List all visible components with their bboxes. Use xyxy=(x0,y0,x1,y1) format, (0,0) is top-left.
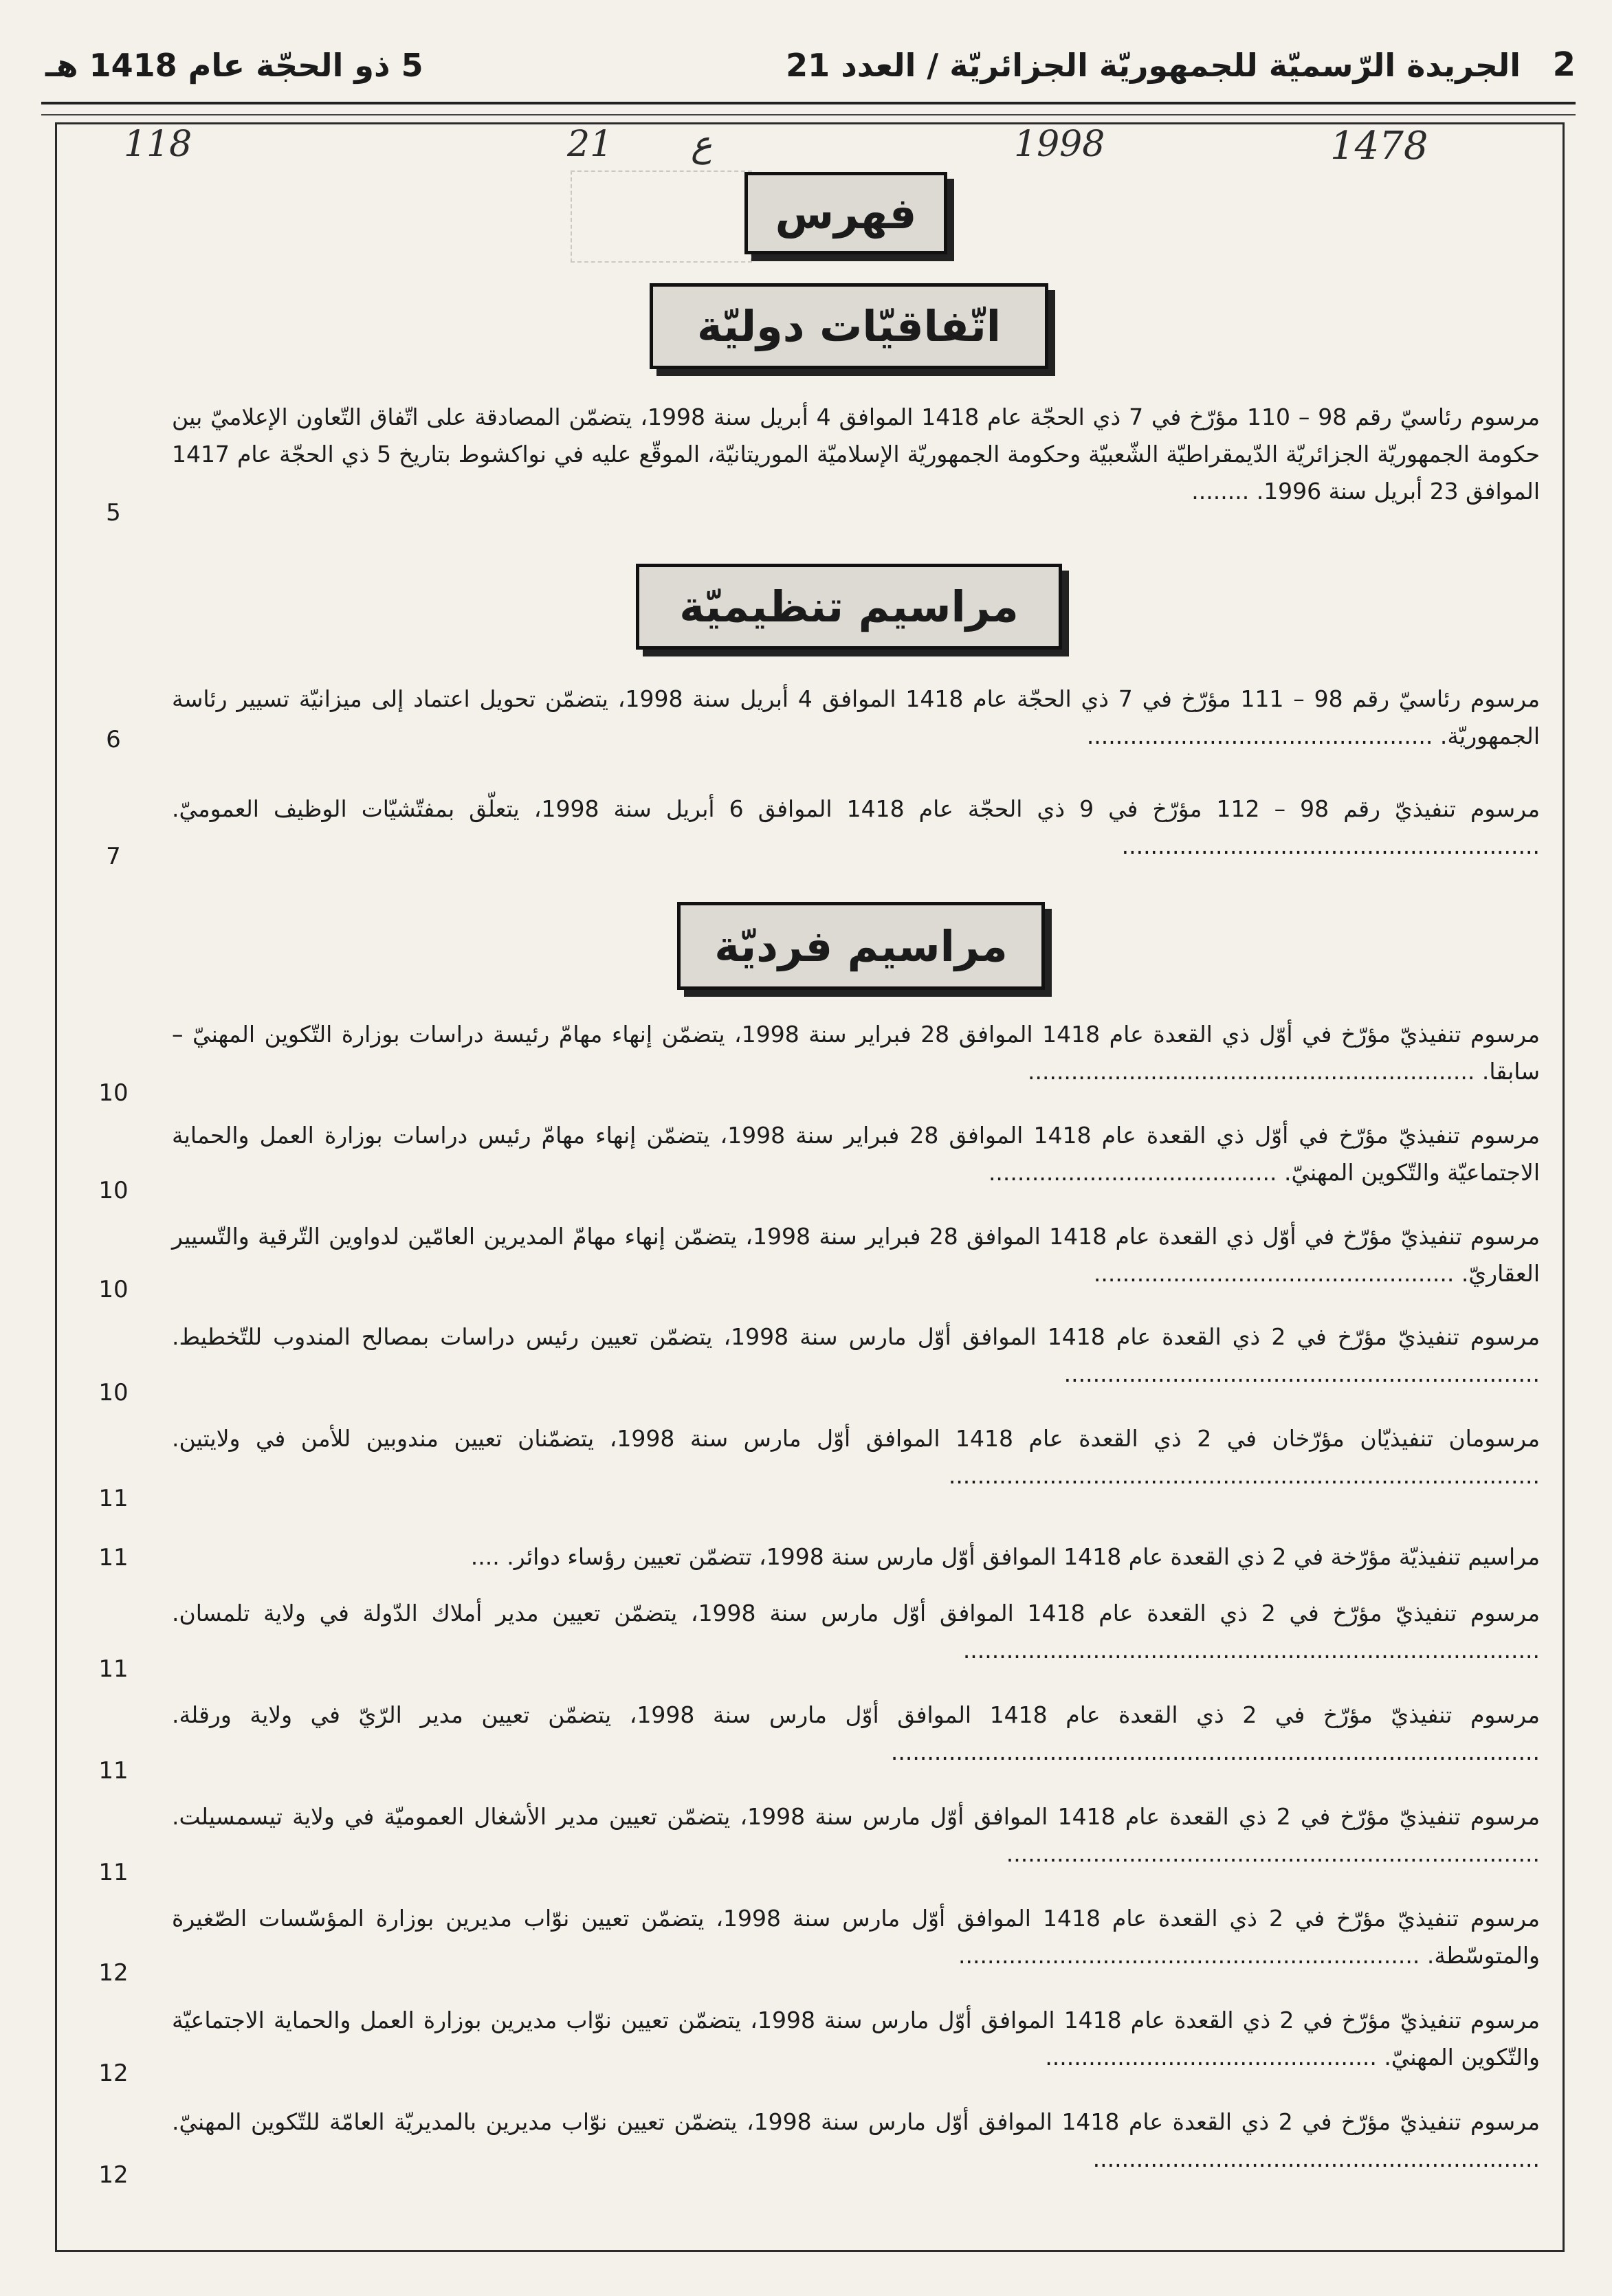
leader-dots: ................................................................................ xyxy=(962,1637,1540,1664)
entry-page-number: 12 xyxy=(98,2060,129,2087)
section-title-international-agreements: اتّفاقيّات دوليّة xyxy=(650,283,1048,369)
entry-text: مرسوم تنفيذيّ مؤرّخ في 2 ذي القعدة عام 1418 الموافق أوّل مارس سنة 1998، يتضمّن تعيين رئيس دراسات بمصالح المندوب للتّخطيط. xyxy=(172,1323,1540,1350)
section-title-individual-decrees: مراسيم فرديّة xyxy=(677,902,1045,990)
toc-entry[interactable] xyxy=(172,399,1540,510)
page-header xyxy=(45,40,1576,98)
entry-page-number: 10 xyxy=(98,1079,129,1107)
toc-entry[interactable] xyxy=(172,1900,1540,1974)
journal-title: الجريدة الرّسميّة للجمهوريّة الجزائريّة / العدد 21 xyxy=(786,47,1521,84)
entry-text: مرسوم رئاسيّ رقم 98 – 111 مؤرّخ في 7 ذي الحجّة عام 1418 الموافق 4 أبريل سنة 1998، يتضمّن تحويل اعتماد إلى ميزانيّة تسيير رئاسة الجمهوريّة. xyxy=(172,685,1541,749)
handwritten-note-1: 1478 xyxy=(1330,124,1428,168)
header-divider-thin xyxy=(41,114,1576,115)
page-number: 2 xyxy=(1552,45,1576,84)
leader-dots: .......................................................................................... xyxy=(890,1738,1540,1765)
leader-dots: ........................................ xyxy=(988,1159,1277,1186)
toc-entry[interactable] xyxy=(172,1697,1540,1771)
toc-entry[interactable] xyxy=(172,1318,1540,1393)
entry-text: مرسوم تنفيذيّ مؤرّخ في 2 ذي القعدة عام 1418 الموافق أوّل مارس سنة 1998، يتضمّن تعيين مدير الرّيّ في ولاية ورقلة. xyxy=(172,1701,1541,1728)
entry-text: مراسيم تنفيذيّة مؤرّخة في 2 ذي القعدة عام 1418 الموافق أوّل مارس سنة 1998، تتضمّن تعيين رؤساء دوائر. xyxy=(507,1543,1540,1570)
entry-page-number: 5 xyxy=(106,499,121,527)
leader-dots: .... xyxy=(470,1543,500,1570)
toc-entry[interactable] xyxy=(172,1538,1540,1576)
entry-page-number: 11 xyxy=(98,1757,129,1785)
entry-text: مرسوم تنفيذيّ رقم 98 – 112 مؤرّخ في 9 ذي الحجّة عام 1418 الموافق 6 أبريل سنة 1998، يتعلّق بمفتّشيّات الوظيف العموميّ. xyxy=(172,795,1540,822)
entry-page-number: 7 xyxy=(106,843,121,870)
leader-dots: .................................................................................. xyxy=(948,1462,1540,1489)
toc-entry[interactable] xyxy=(172,1218,1540,1292)
entry-page-number: 10 xyxy=(98,1177,129,1204)
entry-page-number: 11 xyxy=(98,1485,129,1512)
handwritten-note-3: ع xyxy=(691,124,713,165)
hijri-date: 5 ذو الحجّة عام 1418 هـ xyxy=(45,47,423,84)
leader-dots: .......................................................... xyxy=(1121,832,1540,859)
toc-entry[interactable] xyxy=(172,1016,1540,1090)
entry-text: مرسوم تنفيذيّ مؤرّخ في أوّل ذي القعدة عام 1418 الموافق 28 فبراير سنة 1998، يتضمّن إنهاء مهامّ رئيسة دراسات بوزارة التّكوين المهنيّ – سابقا. xyxy=(172,1021,1540,1085)
entry-text: مرسوم تنفيذيّ مؤرّخ في أوّل ذي القعدة عام 1418 الموافق 28 فبراير سنة 1998، يتضمّن إنهاء مهامّ المديرين العامّين لدواوين التّرقية والتّسيير العقاريّ. xyxy=(172,1223,1540,1287)
entry-text: مرسوم تنفيذيّ مؤرّخ في 2 ذي القعدة عام 1418 الموافق أوّل مارس سنة 1998، يتضمّن تعيين مدير الأشغال العموميّة في ولاية تيسمسيلت. xyxy=(172,1803,1540,1830)
toc-entry[interactable] xyxy=(172,1595,1540,1669)
leader-dots: .......................................................................... xyxy=(1006,1840,1540,1867)
toc-entry[interactable] xyxy=(172,791,1540,865)
entry-text: مرسوم تنفيذيّ مؤرّخ في أوّل ذي القعدة عام 1418 الموافق 28 فبراير سنة 1998، يتضمّن إنهاء مهامّ رئيس دراسات بوزارة العمل والحماية الاجتماعيّة والتّكوين المهنيّ. xyxy=(172,1122,1540,1186)
entry-text: مرسوم تنفيذيّ مؤرّخ في 2 ذي القعدة عام 1418 الموافق أوّل مارس سنة 1998، يتضمّن تعيين نوّاب مديرين بوزارة المؤسّسات الصّغيرة والمتوسّطة. xyxy=(172,1905,1540,1969)
leader-dots: .................................................................. xyxy=(1063,1360,1540,1387)
toc-entry[interactable] xyxy=(172,1117,1540,1191)
entry-page-number: 11 xyxy=(98,1655,129,1683)
entry-text: مرسومان تنفيذيّان مؤرّخان في 2 ذي القعدة عام 1418 الموافق أوّل مارس سنة 1998، يتضمّنان تعيين مندوبين للأمن في ولايتين. xyxy=(172,1425,1540,1452)
entry-text: مرسوم تنفيذيّ مؤرّخ في 2 ذي القعدة عام 1418 الموافق أوّل مارس سنة 1998، يتضمّن تعيين نوّاب مديرين بالمديريّة العامّة للتّكوين المهنيّ. xyxy=(172,2108,1540,2135)
entry-text: مرسوم رئاسيّ رقم 98 – 110 مؤرّخ في 7 ذي الحجّة عام 1418 الموافق 4 أبريل سنة 1998، يتضمّن المصادقة على اتّفاق التّعاون الإعلاميّ بين حكومة الجمهوريّة الجزائريّة الدّيمقراطيّة الشّعبيّة وحكومة الجمهوريّة الإسلاميّة الموريتانيّة، الموقّع عليه في نواكشوط بتاريخ 5 ذي الحجّة عام 1417 الموافق 23 أبريل سنة 1996. xyxy=(172,404,1540,505)
entry-page-number: 10 xyxy=(98,1379,129,1406)
entry-page-number: 10 xyxy=(98,1276,129,1303)
entry-page-number: 12 xyxy=(98,2161,129,2189)
leader-dots: ................................................................ xyxy=(958,1942,1420,1969)
entry-page-number: 11 xyxy=(98,1544,129,1571)
entry-page-number: 11 xyxy=(98,1859,129,1886)
toc-entry[interactable] xyxy=(172,681,1540,755)
leader-dots: .................................................. xyxy=(1093,1260,1455,1287)
section-title-regulatory-decrees: مراسيم تنظيميّة xyxy=(636,564,1062,650)
faded-stamp xyxy=(571,170,752,263)
toc-entry[interactable] xyxy=(172,2002,1540,2076)
handwritten-note-4: 21 xyxy=(567,124,613,165)
handwritten-note-2: 1998 xyxy=(1014,124,1105,165)
header-divider xyxy=(41,102,1576,104)
entry-text: مرسوم تنفيذيّ مؤرّخ في 2 ذي القعدة عام 1418 الموافق أوّل مارس سنة 1998، يتضمّن تعيين مدير أملاك الدّولة في ولاية تلمسان. xyxy=(172,1600,1540,1626)
entry-text: مرسوم تنفيذيّ مؤرّخ في 2 ذي القعدة عام 1418 الموافق أوّل مارس سنة 1998، يتضمّن تعيين نوّاب مديرين بوزارة العمل والحماية الاجتماعيّة والتّكوين المهنيّ. xyxy=(172,2007,1540,2071)
entry-page-number: 6 xyxy=(106,726,121,753)
handwritten-note-5: 118 xyxy=(124,124,192,165)
leader-dots: .............................................................. xyxy=(1092,2145,1540,2172)
leader-dots: .............................................................. xyxy=(1027,1058,1475,1085)
leader-dots: ........ xyxy=(1191,478,1250,505)
toc-entry[interactable] xyxy=(172,1420,1540,1494)
leader-dots: .............................................. xyxy=(1045,2044,1377,2071)
toc-entry[interactable] xyxy=(172,1798,1540,1873)
toc-entry[interactable] xyxy=(172,2104,1540,2178)
leader-dots: ................................................ xyxy=(1086,722,1433,749)
entry-page-number: 12 xyxy=(98,1959,129,1987)
toc-title: فهرس xyxy=(744,172,947,254)
